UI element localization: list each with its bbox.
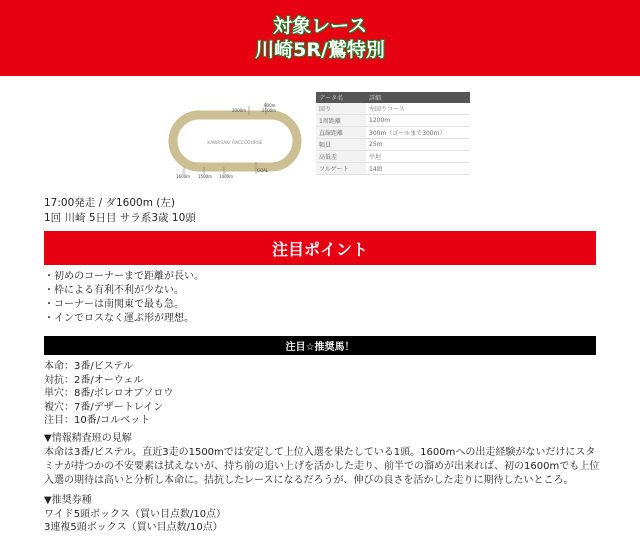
marker-1500m: 1500m: [198, 174, 213, 179]
table-row: 高低差 平坦: [316, 151, 470, 163]
table-header-detail: 詳細: [366, 92, 470, 103]
bet-item: 3連複5頭ボックス（買い目点数/10点）: [44, 522, 223, 533]
marker-2100m: 2100m: [262, 108, 277, 113]
course-diagram: [162, 92, 312, 192]
recommended-horses-bar: [44, 336, 596, 355]
bet-item: ワイド5頭ボックス（買い目点数/10点）: [44, 508, 227, 520]
table-row: フルゲート 14頭: [316, 163, 470, 175]
marker-1400m: 1400m: [219, 174, 234, 179]
list-item: ・枠による有利不利が少ない。: [44, 285, 184, 296]
table-header-name: データ名: [316, 92, 366, 103]
race-start-distance: 17:00発走 / ダ1600m (左): [44, 197, 175, 209]
attention-points-list: [44, 270, 204, 326]
pick-fukuana: 複穴：7番/デザートレイン: [44, 401, 164, 413]
page-header: [0, 0, 640, 76]
analysis-text: 本命は3番/ビステル。直近3走の1500mでは安定して上位入選を果たしている1頭。1600mへの出走経験がないだけにスタミナが持つかの不安要素は拭えないが、持ち前の追い上げを活かした走り、前半での溜めが出来れば、初の1600mでも上位入選の期待は高いと分析し本命に。拮抗したレースになるだろうが、伸びの良さを活かした走りに期待したいところ。: [44, 447, 600, 486]
bet-heading: ▼推奨券種: [44, 495, 92, 506]
table-row: 幅員 25m: [316, 139, 470, 151]
marker-900m: 900m: [264, 103, 276, 108]
marker-1600m: 1600m: [176, 174, 191, 179]
analysis-heading: ▼情報精査班の見解: [44, 433, 132, 444]
course-data-table: [316, 92, 470, 175]
table-row: 直線距離 300m（ゴールまで300m）: [316, 127, 470, 139]
recommended-title: 注目☆推奨馬！: [285, 342, 355, 353]
table-row: 回り 左回りコース: [316, 103, 470, 115]
race-meeting-info: 1回 川崎 5日目 サラ系3歳 10頭: [44, 212, 196, 224]
list-item: ・コーナーは南関東で最も急。: [44, 299, 184, 310]
pick-honmei: 本命：3番/ビステル: [44, 361, 134, 372]
marker-2000m: 2000m: [232, 108, 247, 113]
race-info: [44, 196, 196, 226]
course-info: [162, 92, 472, 192]
bet-section: [44, 494, 226, 535]
race-name: 川崎5R/鷲特別: [255, 39, 385, 61]
pick-chumoku: 注目：10番/コルベット: [44, 415, 151, 426]
list-item: ・初めのコーナーまで距離が長い。: [44, 271, 204, 282]
picks-list: [44, 360, 173, 428]
pick-tanana: 単穴：8番/ボレロオブソロウ: [44, 388, 174, 399]
table-row: 1周距離 1200m: [316, 115, 470, 127]
banner-title: 注目ポイント: [271, 239, 368, 259]
marker-goal: GOAL: [257, 168, 269, 173]
header-title: 対象レース: [272, 15, 368, 37]
pick-taikou: 対抗：2番/オーウェル: [44, 374, 144, 386]
analysis-section: [44, 432, 600, 488]
track-label: KAWASAKI RACECOURSE: [207, 141, 263, 146]
attention-points-banner: [44, 231, 596, 265]
list-item: ・インでロスなく運ぶ形が理想。: [44, 313, 194, 324]
